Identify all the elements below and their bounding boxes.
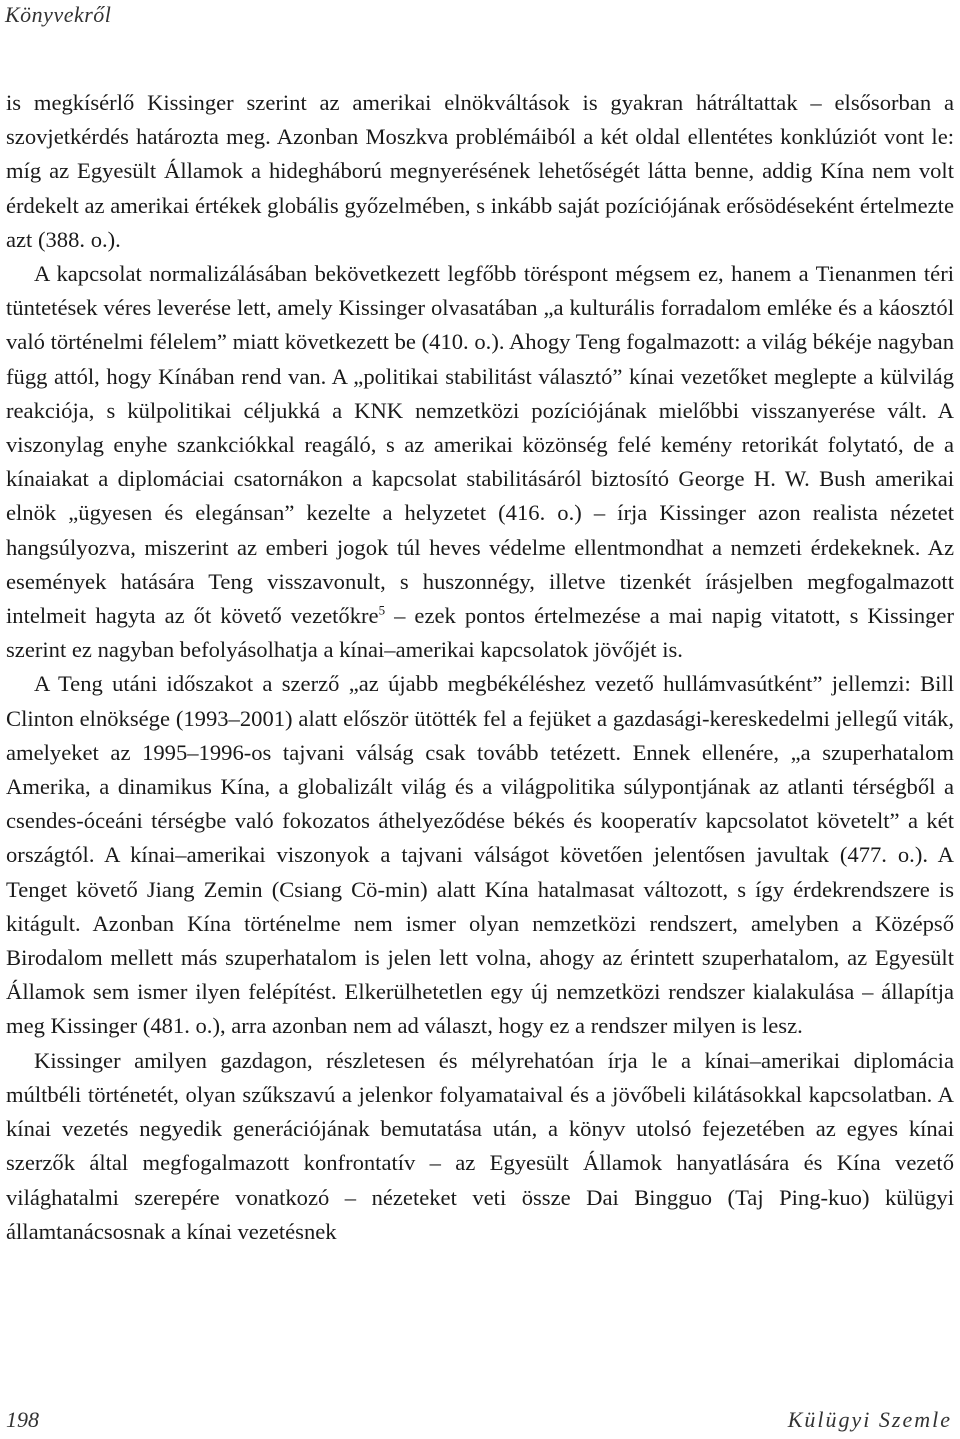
- paragraph-2: [6, 257, 954, 667]
- paragraph-4: Kissinger amilyen gazdagon, részletesen és mélyrehatóan írja le a kínai–amerikai diplomácia múltbéli történetét, olyan szűkszavú a jelenkor folyamataival és a jövőbeli kilátásokkal kapcsolatban. A kínai vezetés negyedik generációjának bemutatása után, a könyv utolsó fejezetében az egyes kínai szerzők által megfogalmazott konfrontatív – az Egyesült Államok hanyatlására és Kína vezető világhatalmi szerepére vonatkozó – nézeteket veti össze Dai Bingguo (Taj Ping-kuo) külügyi államtanácsosnak a kínai vezetésnek: [6, 1047, 954, 1244]
- article-body: [6, 86, 954, 1249]
- paragraph-3: A Teng utáni időszakot a szerző „az újabb megbékéléshez vezető hullámvasútként” jellemzi: Bill Clinton elnöksége (1993–2001) alatt először ütötték fel a fejüket a gazdasági-kereskedelmi jellegű viták, amelyeket az 1995–1996-os tajvani válság csak tovább tetézett. Ennek ellenére, „a szuperhatalom Amerika, a dinamikus Kína, a globalizált világ és a világpolitika súlypontjának az atlanti térségből a csendes-óceáni térségbe való fokozatos áthelyeződése békés és kooperatív kapcsolatot követelt” a két országtól. A kínai–amerikai viszonyok a tajvani válságot követően jelentősen javultak (477. o.). A Tenget követő Jiang Zemin (Csiang Cö-min) alatt Kína hatalmasat változott, s így érdekrendszere is kitágult. Azonban Kína történelme nem ismer olyan nemzetközi rendszert, amelyben a Középső Birodalom mellett más szuperhatalom is jelen lett volna, ahogy az érintett szuperhatalom, az Egyesült Államok sem ismer ilyen felépítést. Elkerülhetetlen egy új nemzetközi rendszer kialakulása – állapítja meg Kissinger (481. o.), arra azonban nem ad választ, hogy ez a rendszer milyen is lesz.: [6, 671, 954, 1039]
- paragraph-2-tail: – ezek pontos értelmezése a mai napig vitatott, s Kissinger szerint ez nagyban befolyásolhatja a kínai–amerikai kapcsolatok jövőjét is.: [6, 603, 954, 663]
- running-head: Könyvekről: [5, 2, 112, 27]
- footnote-reference[interactable]: 5: [378, 602, 386, 618]
- journal-title: Külügyi Szemle: [787, 1407, 952, 1432]
- page-number: 198: [6, 1407, 39, 1432]
- paragraph-2-text: A kapcsolat normalizálásában bekövetkezett legfőbb töréspont mégsem ez, hanem a Tienanmen téri tüntetések véres leverése lett, amely Kissinger olvasatában „a kulturális forradalom emléke és a káosztól való történelmi félelem” miatt következett be (410. o.). Ahogy Teng fogalmazott: a világ békéje nagyban függ attól, hogy Kínában rend van. A „politikai stabilitást választó” kínai vezetőket meglepte a külvilág reakciója, s külpolitikai céljukká a KNK nemzetközi pozíciójának mielőbbi visszanyerése vált. A viszonylag enyhe szankciókkal reagáló, s az amerikai közönség felé kemény retorikát folytató, de a kínaiakat a diplomáciai csatornákon a kapcsolat stabilitásáról biztosító George H. W. Bush amerikai elnök „ügyesen és elegánsan” kezelte a helyzetet (416. o.) – írja Kissinger azon realista nézetet hangsúlyozva, miszerint az emberi jogok túl heves védelme ellentmondhat a nemzeti érdekeknek. Az események hatására Teng visszavonult, s huszonnégy, illetve tizenkét írásjelben megfogalmazott intelmeit hagyta az őt követő vezetőkre: [6, 261, 954, 629]
- paragraph-1: is megkísérlő Kissinger szerint az amerikai elnökváltások is gyakran hátráltattak – elsősorban a szovjetkérdés határozta meg. Azonban Moszkva problémáiból a két oldal ellentétes konklúziót vont le: míg az Egyesült Államok a hidegháború megnyerésének lehetőségét látta benne, addig Kína nem volt érdekelt az amerikai értékek globális győzelmében, s inkább saját pozíciójának erősödéseként értelmezte azt (388. o.).: [6, 90, 954, 252]
